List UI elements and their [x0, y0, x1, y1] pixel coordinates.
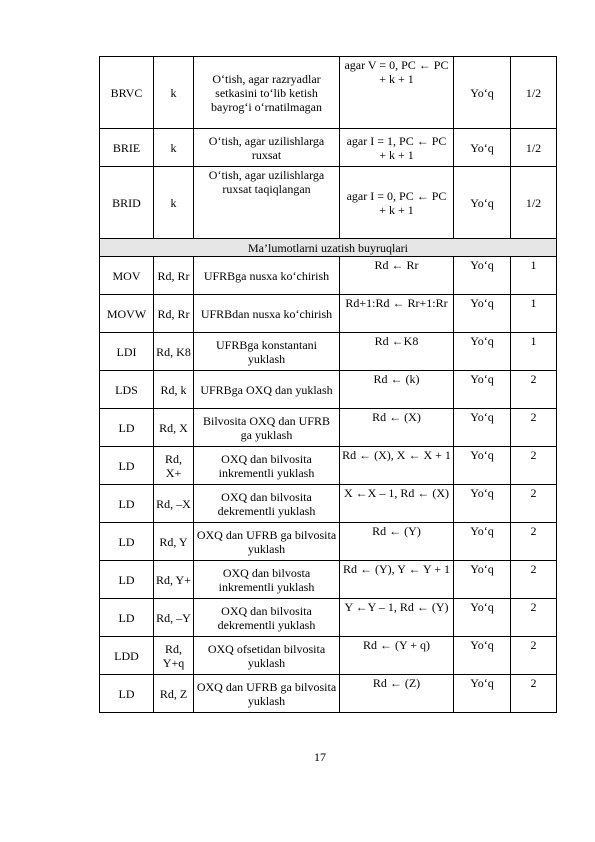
section-title: Ma’lumotlarni uzatish buyruqlari: [100, 239, 557, 257]
operation-cell: Rd+1:Rd ← Rr+1:Rr: [340, 295, 454, 333]
instruction-table: [99, 56, 557, 713]
flags-cell: Yo‘q: [454, 333, 511, 371]
description-cell: OXQ ofsetidan bilvosita yuklash: [194, 637, 340, 675]
operands-cell: Rd, –X: [154, 485, 194, 523]
mnemonic-cell: LD: [100, 447, 154, 485]
table-row: [100, 523, 557, 561]
operands-cell: Rd, –Y: [154, 599, 194, 637]
cycles-cell: 1/2: [511, 167, 557, 239]
table-row: [100, 257, 557, 295]
table-row: [100, 167, 557, 239]
description-cell: O‘tish, agar uzilishlarga ruxsat taqiqlangan: [194, 167, 340, 239]
table-row: [100, 447, 557, 485]
table-row: [100, 57, 557, 129]
flags-cell: Yo‘q: [454, 295, 511, 333]
description-cell: OXQ dan UFRB ga bilvosita yuklash: [194, 523, 340, 561]
cycles-cell: 1/2: [511, 129, 557, 167]
operands-cell: Rd, Y+q: [154, 637, 194, 675]
operands-cell: Rd, Rr: [154, 295, 194, 333]
operands-cell: Rd, k: [154, 371, 194, 409]
flags-cell: Yo‘q: [454, 371, 511, 409]
description-cell: OXQ dan UFRB ga bilvosita yuklash: [194, 675, 340, 713]
operation-cell: Rd ← (Y): [340, 523, 454, 561]
description-cell: OXQ dan bilvosita dekrementli yuklash: [194, 485, 340, 523]
description-cell: OXQ dan bilvosta inkrementli yuklash: [194, 561, 340, 599]
flags-cell: Yo‘q: [454, 409, 511, 447]
description-cell: O‘tish, agar razryadlar setkasini to‘lib ketish bayrog‘i o‘rnatilmagan: [194, 57, 340, 129]
cycles-cell: 2: [511, 409, 557, 447]
table-row: [100, 129, 557, 167]
mnemonic-cell: LD: [100, 409, 154, 447]
cycles-cell: 1: [511, 295, 557, 333]
flags-cell: Yo‘q: [454, 167, 511, 239]
mnemonic-cell: BRIE: [100, 129, 154, 167]
flags-cell: Yo‘q: [454, 599, 511, 637]
cycles-cell: 2: [511, 371, 557, 409]
table-row: [100, 675, 557, 713]
cycles-cell: 2: [511, 523, 557, 561]
description-cell: UFRBga OXQ dan yuklash: [194, 371, 340, 409]
operation-cell: Rd ← Rr: [340, 257, 454, 295]
cycles-cell: 1: [511, 333, 557, 371]
table-row: [100, 561, 557, 599]
section-row: [100, 239, 557, 257]
flags-cell: Yo‘q: [454, 675, 511, 713]
operands-cell: Rd, Y+: [154, 561, 194, 599]
description-cell: UFRBga konstantani yuklash: [194, 333, 340, 371]
cycles-cell: 1: [511, 257, 557, 295]
flags-cell: Yo‘q: [454, 447, 511, 485]
operands-cell: Rd, Y: [154, 523, 194, 561]
instruction-table-body: [100, 57, 557, 713]
operation-cell: agar V = 0, PC ← PC + k + 1: [340, 57, 454, 129]
operands-cell: k: [154, 167, 194, 239]
operands-cell: k: [154, 57, 194, 129]
flags-cell: Yo‘q: [454, 523, 511, 561]
table-row: [100, 295, 557, 333]
cycles-cell: 2: [511, 637, 557, 675]
page-number: 17: [314, 750, 326, 764]
description-cell: O‘tish, agar uzilishlarga ruxsat: [194, 129, 340, 167]
flags-cell: Yo‘q: [454, 57, 511, 129]
operands-cell: Rd, Z: [154, 675, 194, 713]
description-cell: UFRBga nusxa ko‘chirish: [194, 257, 340, 295]
operation-cell: Rd ← (Z): [340, 675, 454, 713]
mnemonic-cell: MOV: [100, 257, 154, 295]
operation-cell: agar I = 0, PC ← PC + k + 1: [340, 167, 454, 239]
mnemonic-cell: BRID: [100, 167, 154, 239]
operands-cell: k: [154, 129, 194, 167]
flags-cell: Yo‘q: [454, 257, 511, 295]
flags-cell: Yo‘q: [454, 485, 511, 523]
table-row: [100, 485, 557, 523]
operation-cell: Rd ← (X): [340, 409, 454, 447]
cycles-cell: 1/2: [511, 57, 557, 129]
cycles-cell: 2: [511, 561, 557, 599]
table-row: [100, 371, 557, 409]
flags-cell: Yo‘q: [454, 561, 511, 599]
operands-cell: Rd, X: [154, 409, 194, 447]
cycles-cell: 2: [511, 599, 557, 637]
cycles-cell: 2: [511, 675, 557, 713]
mnemonic-cell: BRVC: [100, 57, 154, 129]
flags-cell: Yo‘q: [454, 637, 511, 675]
mnemonic-cell: LD: [100, 675, 154, 713]
cycles-cell: 2: [511, 447, 557, 485]
table-row: [100, 333, 557, 371]
operation-cell: Rd ←K8: [340, 333, 454, 371]
operation-cell: Y ←Y – 1, Rd ← (Y): [340, 599, 454, 637]
table-row: [100, 409, 557, 447]
operands-cell: Rd, K8: [154, 333, 194, 371]
table-row: [100, 637, 557, 675]
description-cell: OXQ dan bilvosita inkrementli yuklash: [194, 447, 340, 485]
mnemonic-cell: LDD: [100, 637, 154, 675]
operation-cell: Rd ← (Y + q): [340, 637, 454, 675]
mnemonic-cell: LD: [100, 485, 154, 523]
mnemonic-cell: MOVW: [100, 295, 154, 333]
mnemonic-cell: LD: [100, 523, 154, 561]
operation-cell: Rd ← (k): [340, 371, 454, 409]
mnemonic-cell: LD: [100, 599, 154, 637]
description-cell: Bilvosita OXQ dan UFRB ga yuklash: [194, 409, 340, 447]
operands-cell: Rd, X+: [154, 447, 194, 485]
operation-cell: X ←X – 1, Rd ← (X): [340, 485, 454, 523]
operation-cell: agar I = 1, PC ← PC + k + 1: [340, 129, 454, 167]
cycles-cell: 2: [511, 485, 557, 523]
description-cell: UFRBdan nusxa ko‘chirish: [194, 295, 340, 333]
mnemonic-cell: LDI: [100, 333, 154, 371]
operation-cell: Rd ← (X), X ← X + 1: [340, 447, 454, 485]
description-cell: OXQ dan bilvosita dekrementli yuklash: [194, 599, 340, 637]
flags-cell: Yo‘q: [454, 129, 511, 167]
operation-cell: Rd ← (Y), Y ← Y + 1: [340, 561, 454, 599]
operands-cell: Rd, Rr: [154, 257, 194, 295]
table-row: [100, 599, 557, 637]
mnemonic-cell: LDS: [100, 371, 154, 409]
mnemonic-cell: LD: [100, 561, 154, 599]
